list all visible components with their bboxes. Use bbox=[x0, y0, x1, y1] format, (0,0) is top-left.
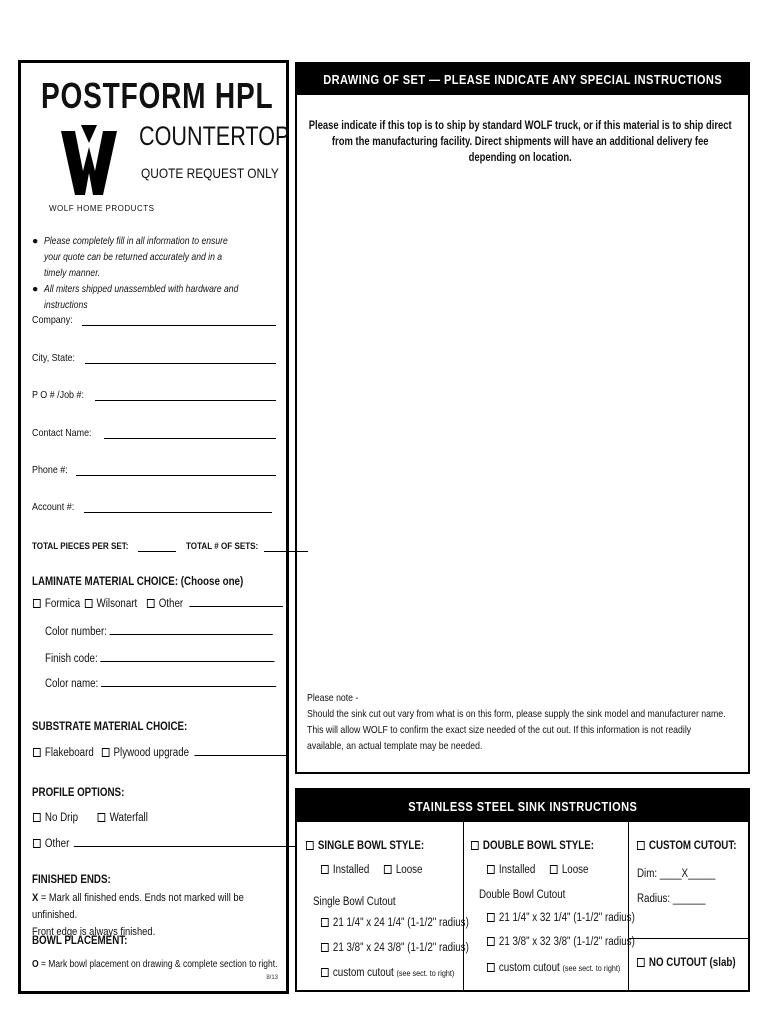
substrate-heading: SUBSTRATE MATERIAL CHOICE: bbox=[32, 721, 188, 733]
double-cutout-option-1[interactable]: 21 1/4" x 32 1/4" (1-1/2" radius) bbox=[487, 912, 635, 924]
profile-heading: PROFILE OPTIONS: bbox=[32, 787, 125, 799]
shipping-instructions: Please indicate if this top is to ship by standard WOLF truck, or if this material is to ship direct from the manufacturing facility. Direct shipments will have an additional delivery fee depending on location. bbox=[308, 120, 732, 164]
laminate-heading: LAMINATE MATERIAL CHOICE: (Choose one) bbox=[32, 576, 244, 588]
account-field[interactable]: Account #: bbox=[32, 499, 272, 513]
sink-instructions-panel bbox=[295, 788, 750, 992]
single-cutout-option-1[interactable]: 21 1/4" x 24 1/4" (1-1/2" radius) bbox=[321, 917, 469, 929]
list-item: ● Please completely fill in all information to ensure your quote can be returned accurately and in a timely manner. bbox=[32, 235, 228, 279]
phone-field[interactable]: Phone #: bbox=[32, 462, 276, 476]
bowl-placement-text: O = Mark bowl placement on drawing & complete section to right. bbox=[32, 959, 278, 970]
contact-name-field[interactable]: Contact Name: bbox=[32, 425, 276, 439]
drawing-heading: DRAWING OF SET — PLEASE INDICATE ANY SPECIAL INSTRUCTIONS bbox=[297, 64, 748, 95]
sink-heading: STAINLESS STEEL SINK INSTRUCTIONS bbox=[297, 790, 748, 822]
double-custom-cutout-option[interactable]: custom cutout (see sect. to right) bbox=[487, 962, 620, 974]
bowl-placement-heading: BOWL PLACEMENT: bbox=[32, 935, 128, 947]
totals-row bbox=[32, 541, 318, 552]
other-profile-checkbox[interactable] bbox=[33, 839, 41, 848]
wilsonart-checkbox[interactable] bbox=[85, 599, 93, 608]
finished-ends-text: X = Mark all finished ends. Ends not marked will be unfinished. Front edge is always finished. bbox=[32, 892, 244, 938]
form-version: 8/13 bbox=[266, 975, 278, 981]
total-pieces-label: TOTAL PIECES PER SET: bbox=[32, 541, 129, 552]
company-field[interactable]: Company: bbox=[32, 312, 276, 326]
list-item: ● All miters shipped unassembled with hardware and instructions bbox=[32, 283, 239, 311]
single-cutout-label: Single Bowl Cutout bbox=[313, 896, 396, 908]
note-label: Please note - bbox=[307, 692, 359, 704]
waterfall-checkbox[interactable] bbox=[98, 813, 106, 822]
substrate-options: Flakeboard Plywood upgrade bbox=[33, 747, 286, 759]
city-state-field[interactable]: City, State: bbox=[32, 350, 276, 364]
form-subtitle: COUNTERTOP bbox=[139, 121, 290, 151]
sink-note bbox=[307, 690, 730, 754]
custom-cutout-option[interactable]: CUSTOM CUTOUT: bbox=[637, 840, 737, 852]
total-pieces-field[interactable] bbox=[138, 551, 176, 552]
profile-other-field[interactable]: Other bbox=[33, 838, 296, 850]
double-bowl-option[interactable]: DOUBLE BOWL STYLE: bbox=[471, 840, 594, 852]
total-sets-label: TOTAL # OF SETS: bbox=[185, 541, 258, 552]
single-custom-cutout-option[interactable]: custom cutout (see sect. to right) bbox=[321, 967, 454, 979]
other-laminate-checkbox[interactable] bbox=[147, 599, 155, 608]
double-installed-checkbox[interactable] bbox=[487, 865, 495, 874]
instructions-list bbox=[32, 233, 287, 313]
finished-ends-heading: FINISHED ENDS: bbox=[32, 874, 111, 886]
color-name-field[interactable]: Color name: bbox=[45, 678, 276, 690]
other-laminate-field[interactable] bbox=[189, 606, 283, 607]
plywood-checkbox[interactable] bbox=[102, 748, 110, 757]
flakeboard-checkbox[interactable] bbox=[33, 748, 41, 757]
single-installed-checkbox[interactable] bbox=[321, 865, 329, 874]
custom-dimensions-field[interactable]: Dim: ____X_____ bbox=[637, 868, 716, 880]
no-cutout-option[interactable]: NO CUTOUT (slab) bbox=[637, 957, 736, 969]
po-job-field[interactable]: P O # /Job #: bbox=[32, 387, 276, 401]
single-bowl-mount: Installed Loose bbox=[321, 864, 422, 876]
finish-code-field[interactable]: Finish code: bbox=[45, 653, 275, 665]
single-cutout-option-2[interactable]: 21 3/8" x 24 3/8" (1-1/2" radius) bbox=[321, 942, 469, 954]
double-cutout-label: Double Bowl Cutout bbox=[479, 889, 566, 901]
note-text: Should the sink cut out vary from what is on this form, please supply the sink model and manufacturer name. This will allow WOLF to confirm the exact size needed of the cut out. If this information is not readily available, an actual template may be needed. bbox=[307, 708, 726, 752]
wolf-logo-icon bbox=[59, 125, 119, 197]
plywood-field[interactable] bbox=[194, 755, 286, 756]
color-number-field[interactable]: Color number: bbox=[45, 626, 273, 638]
double-loose-checkbox[interactable] bbox=[550, 865, 558, 874]
laminate-options: Formica Wilsonart Other bbox=[33, 598, 283, 610]
no-drip-checkbox[interactable] bbox=[33, 813, 41, 822]
custom-radius-field[interactable]: Radius: ______ bbox=[637, 893, 706, 905]
double-bowl-mount: Installed Loose bbox=[487, 864, 588, 876]
quote-form-panel bbox=[18, 60, 289, 994]
single-bowl-option[interactable]: SINGLE BOWL STYLE: bbox=[306, 840, 424, 852]
profile-options: No Drip Waterfall bbox=[33, 812, 148, 824]
drawing-panel bbox=[295, 62, 750, 774]
form-title: POSTFORM HPL bbox=[41, 75, 274, 116]
double-cutout-option-2[interactable]: 21 3/8" x 32 3/8" (1-1/2" radius) bbox=[487, 936, 635, 948]
quote-request-note: QUOTE REQUEST ONLY bbox=[141, 165, 279, 181]
single-loose-checkbox[interactable] bbox=[384, 865, 392, 874]
formica-checkbox[interactable] bbox=[33, 599, 41, 608]
company-logo-text: WOLF HOME PRODUCTS bbox=[49, 204, 155, 213]
